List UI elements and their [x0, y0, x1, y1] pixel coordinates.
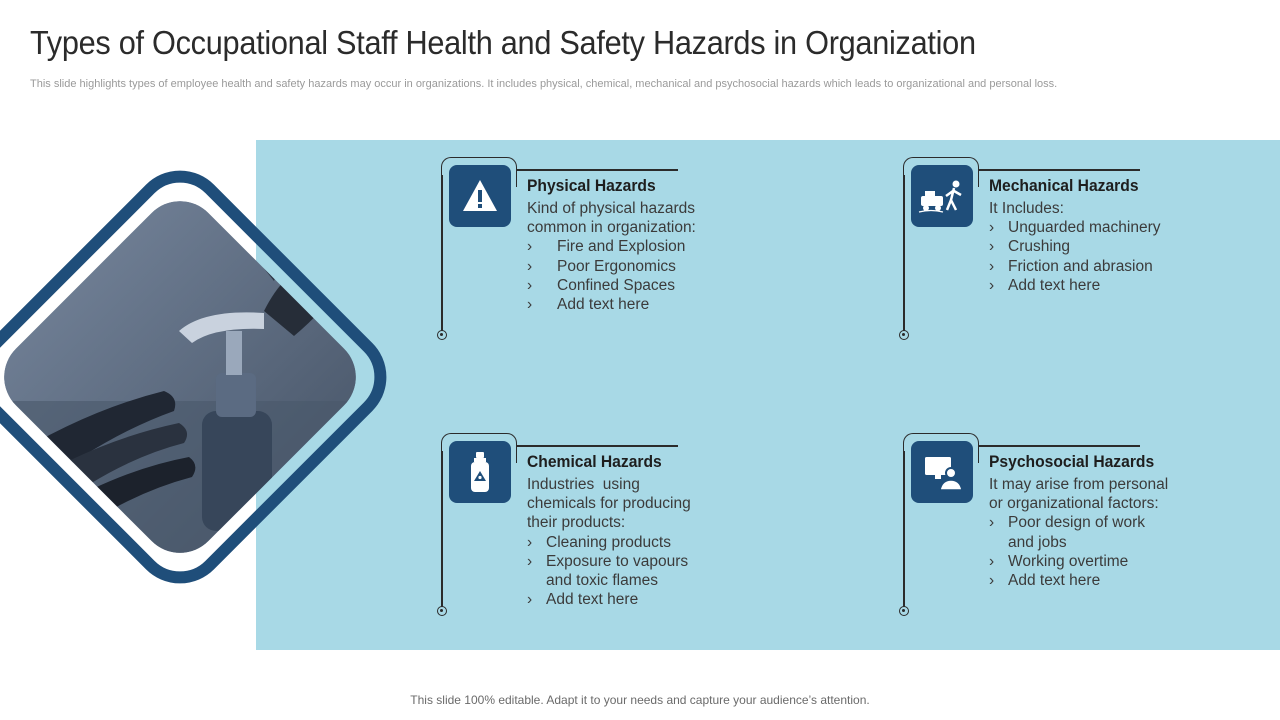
hazard-list: [989, 218, 1161, 295]
connector-vertical: [441, 451, 443, 611]
hazard-list: [527, 533, 691, 610]
psychosocial-hazards-card: [903, 433, 1233, 633]
connector-line: [516, 445, 678, 447]
list-item-continuation: and toxic flames: [546, 572, 658, 590]
list-item: › Add text here: [989, 276, 1101, 294]
intro-line: It may arise from personal: [989, 476, 1169, 493]
intro-line: It Includes:: [989, 200, 1064, 217]
connector-line: [978, 445, 1140, 447]
slide-subtitle: This slide highlights types of employee health and safety hazards may occur in organizations. It includes physical, chemical, mechanical and psychosocial hazards which leads to organizational and personal loss.: [30, 78, 1058, 90]
bullet-glyph: ›: [527, 296, 533, 314]
bullet-glyph: ›: [527, 591, 533, 609]
list-item: › Exposure to vapours: [527, 552, 689, 570]
footer-note: This slide 100% editable. Adapt it to your needs and capture your audience’s attention.: [410, 693, 870, 707]
card-body: [527, 475, 691, 609]
physical-hazards-card: [441, 157, 771, 357]
bullet-glyph: ›: [989, 257, 995, 275]
list-item: › Cleaning products: [527, 533, 671, 551]
bullet-glyph: ›: [527, 276, 533, 294]
list-item: › Friction and abrasion: [989, 257, 1153, 275]
warning-icon: [449, 165, 511, 227]
list-item: › Add text here: [989, 572, 1101, 590]
connector-dot: [437, 606, 447, 616]
intro-line: chemicals for producing: [527, 495, 691, 513]
connector-dot: [437, 330, 447, 340]
hazard-list: [527, 237, 696, 314]
chemical-hazards-card: [441, 433, 771, 633]
intro-line: Industries using: [527, 476, 640, 493]
intro-line: their products:: [527, 514, 626, 532]
connector-vertical: [903, 175, 905, 335]
card-title: Mechanical Hazards: [989, 176, 1139, 195]
bullet-glyph: ›: [527, 533, 533, 551]
list-item: › Poor design of work: [989, 514, 1145, 532]
list-item: › Add text here: [527, 296, 650, 314]
card-body: [527, 199, 696, 314]
list-item: › Crushing: [989, 238, 1071, 256]
connector-vertical: [903, 451, 905, 611]
bullet-glyph: ›: [527, 238, 533, 256]
intro-line: common in organization:: [527, 219, 696, 237]
list-item: › Unguarded machinery: [989, 219, 1161, 237]
connector-line: [516, 169, 678, 171]
bullet-glyph: ›: [989, 552, 995, 570]
chemical-bottle-icon: [449, 441, 511, 503]
intro-line: or organizational factors:: [989, 495, 1159, 513]
connector-dot: [899, 330, 909, 340]
card-body: [989, 475, 1168, 590]
bullet-glyph: ›: [989, 572, 995, 590]
slide-title: Types of Occupational Staff Health and Safety Hazards in Organization: [30, 24, 976, 61]
list-item: › Fire and Explosion: [527, 238, 686, 256]
intro-line: Kind of physical hazards: [527, 200, 696, 217]
connector-line: [978, 169, 1140, 171]
list-item: › Confined Spaces: [527, 276, 676, 294]
card-title: Psychosocial Hazards: [989, 452, 1155, 471]
bullet-glyph: ›: [527, 257, 533, 275]
bullet-glyph: ›: [989, 514, 995, 532]
bullet-glyph: ›: [989, 219, 995, 237]
list-item: › Working overtime: [989, 552, 1129, 570]
machinery-worker-icon: [911, 165, 973, 227]
connector-vertical: [441, 175, 443, 335]
connector-dot: [899, 606, 909, 616]
bullet-glyph: ›: [989, 276, 995, 294]
list-item-continuation: and jobs: [1008, 533, 1067, 551]
list-item: › Poor Ergonomics: [527, 257, 676, 275]
bullet-glyph: ›: [527, 552, 533, 570]
mechanical-hazards-card: [903, 157, 1233, 357]
list-item: › Add text here: [527, 591, 639, 609]
card-title: Physical Hazards: [527, 176, 656, 195]
hazard-list: [989, 513, 1168, 590]
person-monitor-icon: [911, 441, 973, 503]
card-body: [989, 199, 1161, 295]
card-title: Chemical Hazards: [527, 452, 662, 471]
bullet-glyph: ›: [989, 238, 995, 256]
